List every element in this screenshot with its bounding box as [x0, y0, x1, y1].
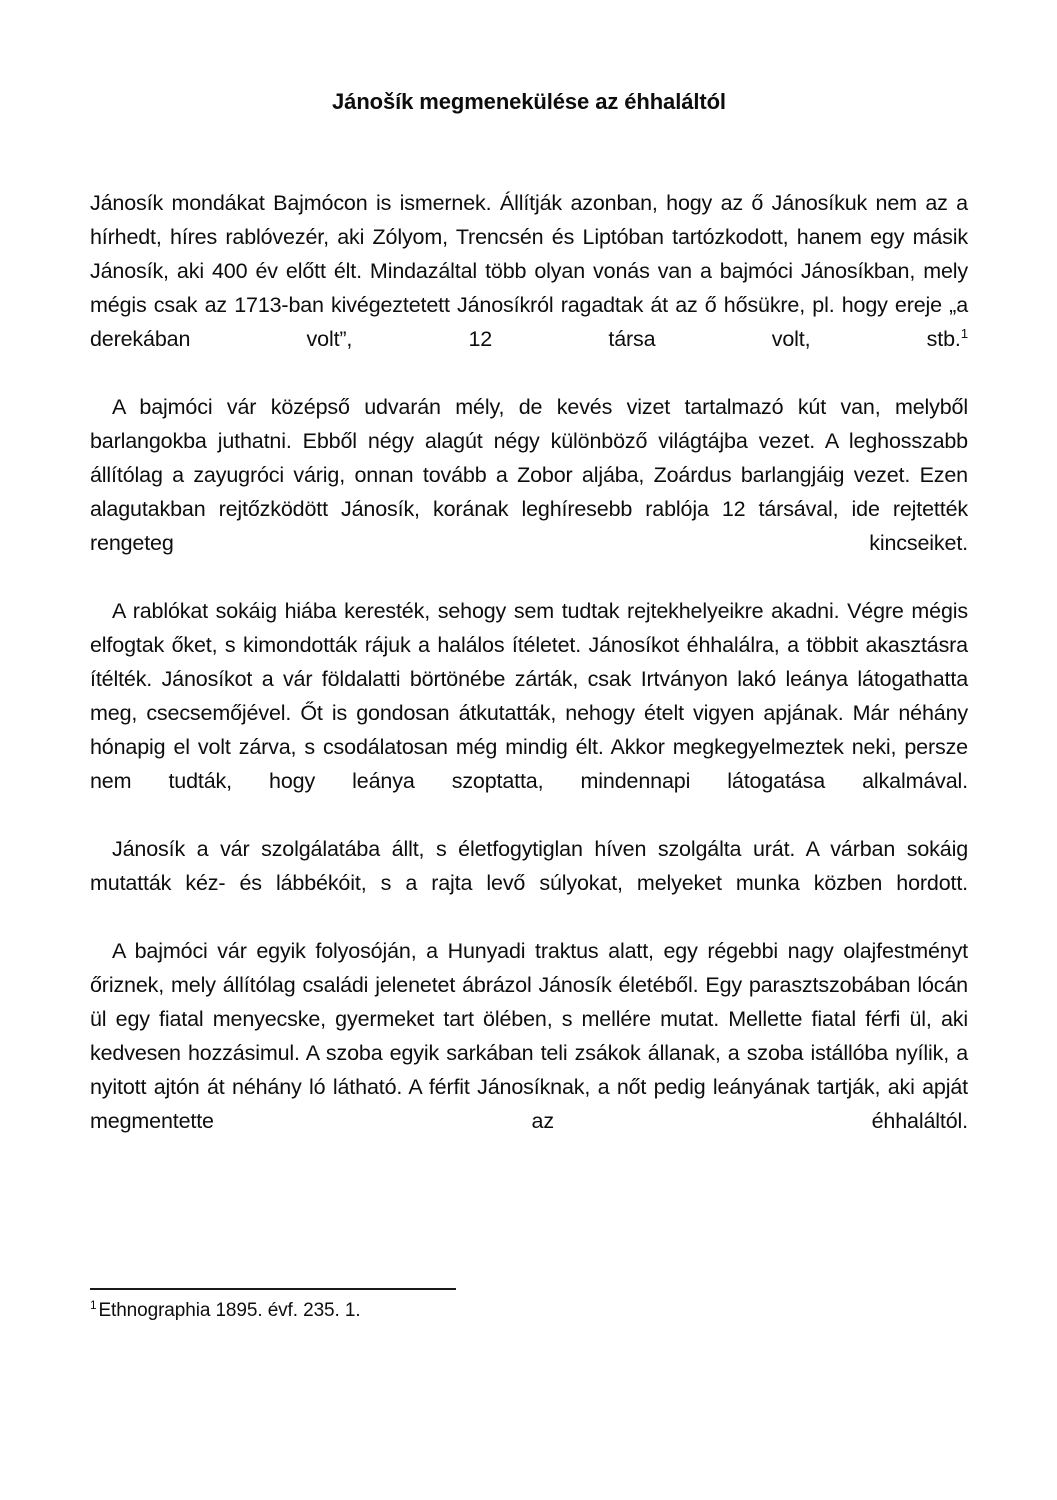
footnote-marker-1: 1 [90, 1298, 97, 1312]
paragraph-5: A bajmóci vár egyik folyosóján, a Hunyadi traktus alatt, egy régebbi nagy olajfestményt őriznek, mely állítólag családi jelenetet ábrázol Jánosík életéből. Egy parasztszobában lócán ül egy fiatal menyecske, gyermeket tart ölében, s mellére mutat. Mellette fiatal férfi ül, aki kedvesen hozzásimul. A szoba egyik sarkában teli zsákok állanak, a szoba istállóba nyílik, a nyitott ajtón át néhány ló látható. A férfit Jánosíknak, a nőt pedig leányának tartják, aki apját megmentette az éhhaláltól. [90, 939, 968, 1133]
paragraph-1 [90, 186, 968, 390]
paragraph-3: A rablókat sokáig hiába keresték, sehogy sem tudtak rejtekhelyeikre akadni. Végre mégis elfogtak őket, s kimondották rájuk a halálos ítéletet. Jánosíkot éhhalálra, a többit akasztásra ítélték. Jánosíkot a vár földalatti börtönébe zárták, csak Irtványon lakó leánya látogathatta meg, csecsemőjével. Őt is gondosan átkutatták, nehogy ételt vigyen apjának. Már néhány hónapig el volt zárva, s csodálatosan még mindig élt. Akkor megkegyelmeztek neki, persze nem tudták, hogy leánya szoptatta, mindennapi látogatása alkalmával. [90, 599, 968, 793]
footnote-reference-1[interactable]: 1 [960, 325, 968, 341]
paragraph-4: Jánosík a vár szolgálatába állt, s életfogytiglan híven szolgálta urát. A várban sokáig mutatták kéz- és lábbékóit, s a rajta levő súlyokat, melyeket munka közben hordott. [90, 837, 968, 895]
footnote-text-1: Ethnographia 1895. évf. 235. 1. [98, 1300, 361, 1321]
footnote-area [90, 1288, 968, 1324]
page-title: Jánošík megmenekülése az éhhaláltól [332, 89, 726, 114]
footnote-item-1 [90, 1298, 968, 1324]
paragraph-1-text: Jánosík mondákat Bajmócon is ismernek. Állítják azonban, hogy az ő Jánosíkuk nem az a hírhedt, híres rablóvezér, aki Zólyom, Trencsén és Liptóban tartózkodott, hanem egy másik Jánosík, aki 400 év előtt élt. Mindazáltal több olyan vonás van a bajmóci Jánosíkban, mely mégis csak az 1713-ban kivégeztetett Jánosíkról ragadtak át az ő hősükre, pl. hogy ereje „a derekában volt”, 12 társa volt, stb. [90, 191, 968, 351]
footnote-separator-line [90, 1288, 456, 1290]
paragraph-2: A bajmóci vár középső udvarán mély, de kevés vizet tartalmazó kút van, melyből barlangokba juthatni. Ebből négy alagút négy különböző világtájba vezet. A leghosszabb állítólag a zayugróci várig, onnan tovább a Zobor aljába, Zoárdus barlangjáig vezet. Ezen alagutakban rejtőzködött Jánosík, korának leghíresebb rablója 12 társával, ide rejtették rengeteg kincseiket. [90, 395, 968, 555]
document-body [90, 186, 968, 1172]
